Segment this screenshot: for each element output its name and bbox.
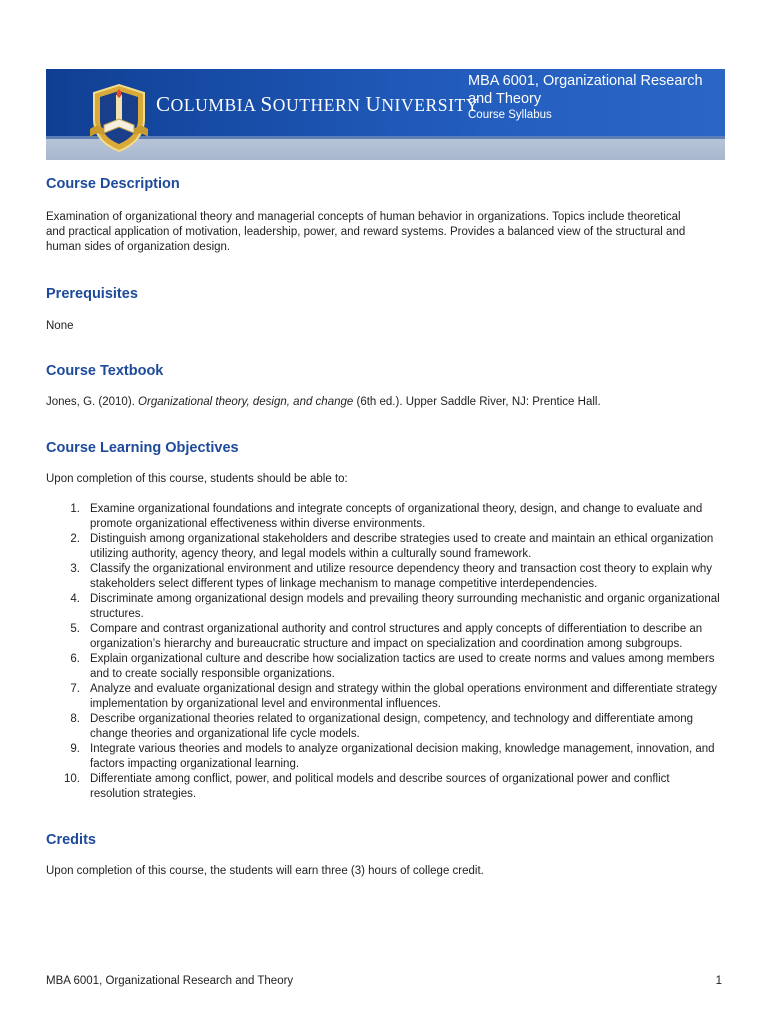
objectives-intro: Upon completion of this course, students should be able to:	[46, 473, 348, 485]
objective-item: 2. Distinguish among organizational stakeholders and describe strategies used to create and maintain an ethical organization utilizing authority, agency theory, and legal models within a culturally sound framework.	[70, 533, 714, 560]
objective-item: 9. Integrate various theories and models to analyze organizational decision making, knowledge management, innovation, and factors impacting organizational learning.	[70, 743, 715, 770]
textbook-title: Organizational theory, design, and change	[138, 396, 354, 408]
objective-item: 7. Analyze and evaluate organizational design and strategy within the global operations environment and differentiate strategy implementation by organizational level and environmental influences.	[70, 683, 717, 710]
objectives-heading: Course Learning Objectives	[46, 440, 239, 456]
objective-item: 10. Differentiate among conflict, power, and political models and describe sources of organizational power and conflict resolution strategies.	[64, 773, 670, 800]
objective-item: 3. Classify the organizational environment and utilize resource dependency theory and transaction cost theory to explain why stakeholders select different types of linkage mechanism to manage competitive interdependencies.	[70, 563, 712, 590]
course-description-heading: Course Description	[46, 176, 180, 192]
syllabus-header	[46, 69, 725, 160]
objectives-list	[46, 502, 722, 802]
textbook-citation	[46, 395, 722, 410]
university-name: COLUMBIA SOUTHERN UNIVERSITY	[156, 92, 480, 116]
syllabus-content	[46, 176, 722, 879]
objective-item: 4. Discriminate among organizational design models and prevailing theory surrounding mechanistic and organic organizational structures.	[70, 593, 720, 620]
header-document-type: Course Syllabus	[468, 109, 552, 121]
header-course-info	[468, 73, 724, 123]
textbook-author: Jones, G. (2010).	[46, 396, 139, 408]
objective-item: 8. Describe organizational theories related to organizational design, competency, and technology and differentiate among change theories and organizational life cycle models.	[70, 713, 694, 740]
course-description-text: Examination of organizational theory and managerial concepts of human behavior in organizations. Topics include theoretical and practical application of motivation, leadership, power, and reward systems. Provides a balanced view of the structural and human sides of organization design.	[46, 211, 686, 253]
objective-item: 6. Explain organizational culture and describe how socialization tactics are used to create norms and values among members and to create socially responsible organizations.	[70, 653, 715, 680]
credits-heading: Credits	[46, 832, 96, 848]
prerequisites-heading: Prerequisites	[46, 286, 138, 302]
objective-item: 1. Examine organizational foundations and integrate concepts of organizational theory, design, and change to evaluate and promote organizational effectiveness within diverse environments.	[70, 503, 703, 530]
page-number: 1	[715, 975, 722, 987]
objective-item: 5. Compare and contrast organizational authority and control structures and apply concepts of differentiation to describe an organization’s hierarchy and bureaucratic structure and impact on specialization and coordination among subgroups.	[70, 623, 703, 650]
credits-text: Upon completion of this course, the students will earn three (3) hours of college credit.	[46, 865, 484, 877]
prerequisites-text: None	[46, 320, 74, 332]
header-course-title: MBA 6001, Organizational Research and Theory	[468, 73, 703, 107]
university-crest-icon	[88, 79, 150, 155]
footer-course: MBA 6001, Organizational Research and Theory	[46, 975, 294, 987]
textbook-heading: Course Textbook	[46, 363, 164, 379]
textbook-publisher: (6th ed.). Upper Saddle River, NJ: Prentice Hall.	[353, 396, 601, 408]
